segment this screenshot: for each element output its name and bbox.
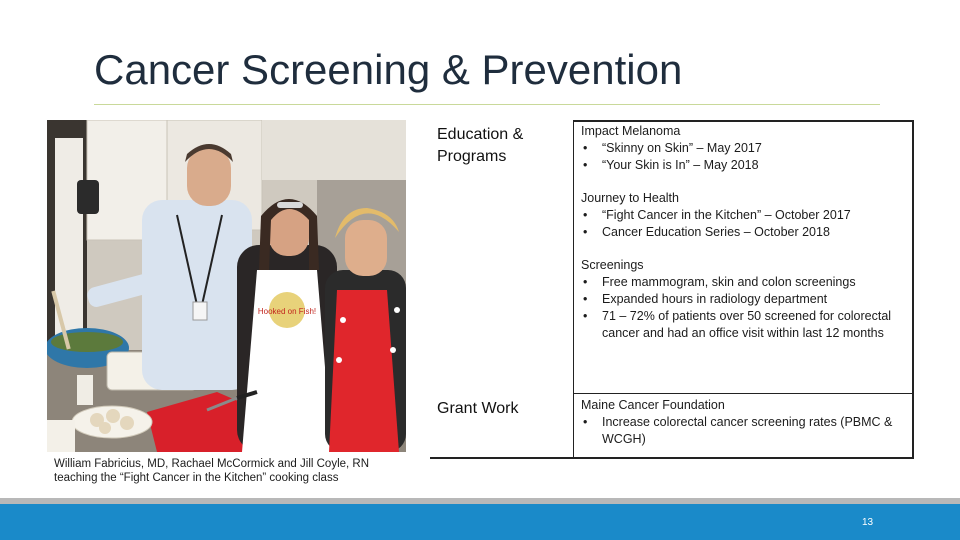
footer-bar	[0, 504, 960, 540]
list-item: • “Your Skin is In” – May 2018	[583, 158, 759, 172]
table-border-top	[573, 120, 914, 122]
group-heading: Maine Cancer Foundation	[581, 398, 725, 412]
row-label-education: Education & Programs	[437, 126, 524, 165]
programs-table	[430, 120, 914, 459]
table-border-right	[912, 120, 914, 459]
group-heading: Screenings	[581, 258, 644, 272]
group-impact-melanoma	[581, 123, 899, 174]
group-screenings	[581, 257, 899, 342]
row-content-grant-work	[581, 397, 899, 464]
list-item: • Free mammogram, skin and colon screenings	[583, 275, 856, 289]
slide-title: Cancer Screening & Prevention	[94, 46, 683, 93]
table-border-left	[573, 120, 574, 459]
cooking-class-photo	[47, 120, 406, 452]
title-divider	[94, 104, 880, 105]
row-label-grant-work: Grant Work	[437, 400, 519, 417]
list-item: • 71 – 72% of patients over 50 screened for colorectal cancer and had an office visit within last 12 months	[583, 309, 892, 340]
table-border-mid	[573, 393, 914, 394]
group-heading: Impact Melanoma	[581, 124, 681, 138]
group-heading: Journey to Health	[581, 191, 679, 205]
apron-text: Hooked on Fish!	[257, 307, 317, 316]
caption-line-1: William Fabricius, MD, Rachael McCormick and Jill Coyle, RN	[54, 458, 370, 470]
list-item: • “Skinny on Skin” – May 2017	[583, 141, 762, 155]
group-maine-cancer-foundation	[581, 397, 899, 448]
caption-line-2: teaching the “Fight Cancer in the Kitchen” cooking class	[54, 472, 339, 484]
group-journey-to-health	[581, 190, 899, 241]
row-content-education	[581, 123, 899, 358]
page-number: 13	[862, 517, 874, 528]
list-item: • Increase colorectal cancer screening rates (PBMC & WCGH)	[583, 415, 893, 446]
list-item: • Cancer Education Series – October 2018	[583, 225, 830, 239]
photo-caption	[54, 457, 414, 485]
list-item: • “Fight Cancer in the Kitchen” – October 2017	[583, 208, 851, 222]
list-item: • Expanded hours in radiology department	[583, 292, 828, 306]
